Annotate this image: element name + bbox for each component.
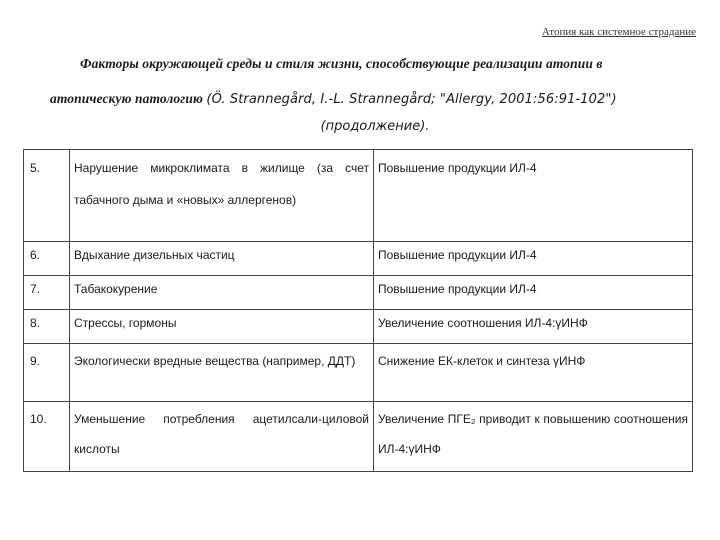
title-line-1: Факторы окружающей среды и стиля жизни, способствующие реализации атопии в — [80, 56, 603, 71]
table-row — [24, 242, 693, 276]
title-line-2-text: атопическую патологию — [50, 91, 203, 106]
effect-cell: Увеличение ПГЕ₂ приводит к повышению соотношения ИЛ-4:γИНФ — [374, 402, 693, 472]
effect-cell: Снижение ЕК-клеток и синтеза γИНФ — [374, 344, 693, 402]
effect-cell: Повышение продукции ИЛ-4 — [374, 276, 693, 310]
citation: (Ö. Strannegård, I.-L. Strannegård; "Allergy, 2001:56:91-102") — [206, 92, 617, 107]
effect-cell: Повышение продукции ИЛ-4 — [374, 242, 693, 276]
factor-cell: Уменьшение потребления ацетилсали-циловой кислоты — [70, 402, 374, 472]
row-number: 8. — [24, 310, 70, 344]
subtitle: (продолжение). — [320, 119, 430, 134]
table-row — [24, 150, 693, 242]
factor-cell: Табакокурение — [70, 276, 374, 310]
title-line-2 — [50, 81, 694, 117]
effect-cell: Увеличение соотношения ИЛ-4:γИНФ — [374, 310, 693, 344]
page-header: Атопия как системное страдание — [541, 26, 696, 38]
factor-cell: Экологически вредные вещества (например, ДДТ) — [70, 344, 374, 402]
row-number: 7. — [24, 276, 70, 310]
factors-table — [23, 149, 693, 472]
factor-cell: Стрессы, гормоны — [70, 310, 374, 344]
page-title — [50, 46, 694, 117]
table-row — [24, 310, 693, 344]
table-row — [24, 402, 693, 472]
table-row — [24, 344, 693, 402]
factor-cell: Нарушение микроклимата в жилище (за счет табачного дыма и «новых» аллергенов) — [70, 150, 374, 242]
row-number: 10. — [24, 402, 70, 472]
row-number: 5. — [24, 150, 70, 242]
row-number: 9. — [24, 344, 70, 402]
factor-cell: Вдыхание дизельных частиц — [70, 242, 374, 276]
effect-cell: Повышение продукции ИЛ-4 — [374, 150, 693, 242]
table-row — [24, 276, 693, 310]
row-number: 6. — [24, 242, 70, 276]
